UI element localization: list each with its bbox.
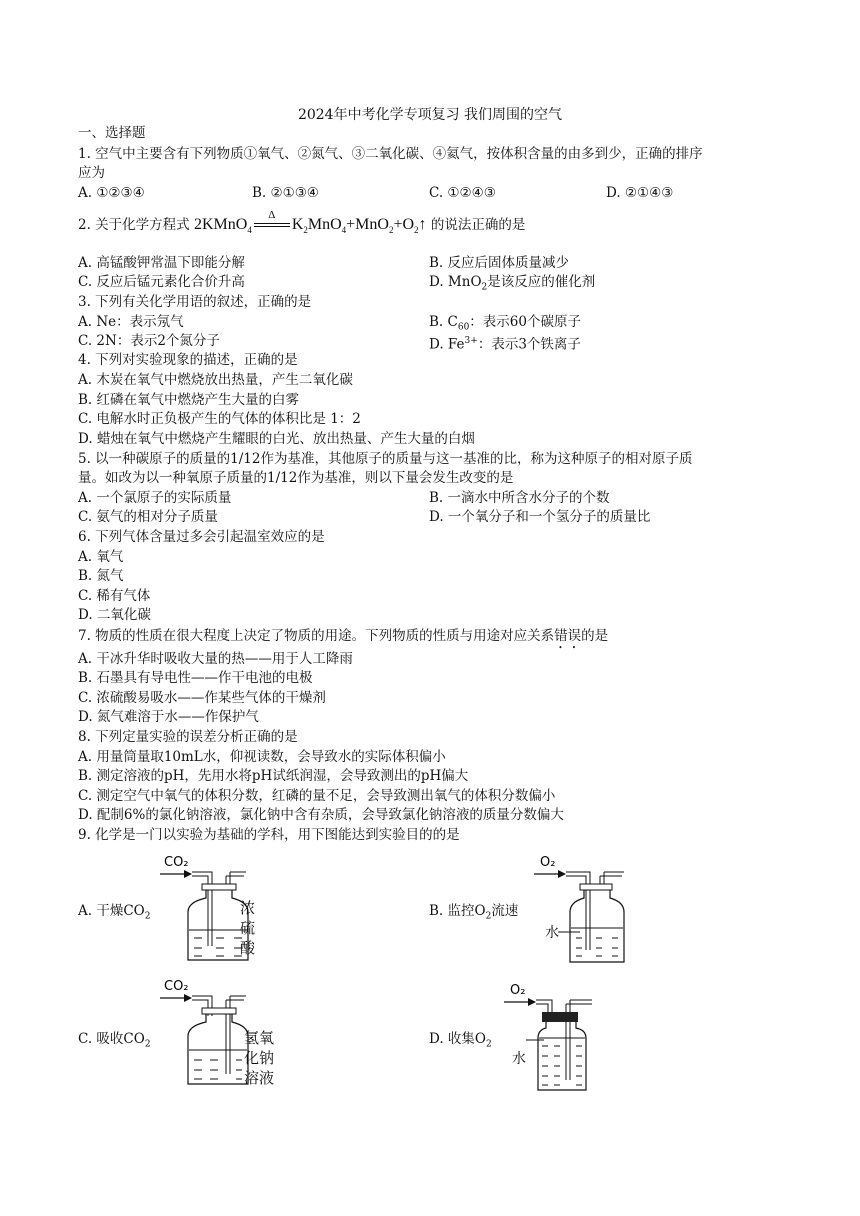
q7-stem-pre: 7. 物质的性质在很大程度上决定了物质的用途。下列物质的性质与用途对应关系 bbox=[78, 628, 555, 644]
figure-a-label-line: 浓 bbox=[240, 899, 256, 917]
chemical-equation bbox=[193, 209, 427, 236]
q8-option-a[interactable]: A. 用量筒量取10mL水，仰视读数，会导致水的实际体积偏小 bbox=[78, 749, 446, 765]
q6-option-d[interactable]: D. 二氧化碳 bbox=[78, 607, 151, 623]
q8-stem: 8. 下列定量实验的误差分析正确的是 bbox=[78, 729, 298, 745]
q9-option-d[interactable] bbox=[429, 1030, 492, 1054]
q5-option-b[interactable]: B. 一滴水中所含水分子的个数 bbox=[429, 490, 610, 506]
q4-option-c[interactable]: C. 电解水时正负极产生的气体的体积比是 1：2 bbox=[78, 411, 361, 427]
figure-a-gas-label: CO₂ bbox=[164, 855, 189, 870]
q2-option-c[interactable]: C. 反应后锰元素化合价升高 bbox=[78, 274, 245, 290]
figure-b-water-label: 水 bbox=[545, 925, 559, 941]
q3-option-a[interactable]: A. Ne：表示氖气 bbox=[78, 314, 184, 330]
q1-stem-cont: 应为 bbox=[78, 165, 105, 181]
figure-c-label-line: 化钠 bbox=[244, 1049, 275, 1067]
q9-option-a[interactable] bbox=[78, 902, 150, 926]
q9-a-pre: A. 干燥CO bbox=[78, 903, 145, 919]
q2-stem-pre: 2. 关于化学方程式 bbox=[78, 217, 190, 233]
q2-stem bbox=[78, 209, 526, 239]
q9-option-b[interactable] bbox=[429, 902, 518, 926]
q1-option-a[interactable]: A. ①②③④ bbox=[78, 185, 145, 201]
figure-d-water-label: 水 bbox=[512, 1051, 526, 1067]
q3-option-d[interactable] bbox=[429, 332, 581, 354]
q8-option-d[interactable]: D. 配制6%的氯化钠溶液，氯化钠中含有杂质，会导致氯化钠溶液的质量分数偏大 bbox=[78, 807, 564, 823]
q4-option-d[interactable]: D. 蜡烛在氧气中燃烧产生耀眼的白光、放出热量、产生大量的白烟 bbox=[78, 431, 475, 447]
q7-option-b[interactable]: B. 石墨具有导电性——作干电池的电极 bbox=[78, 670, 313, 686]
heat-symbol: Δ bbox=[268, 209, 276, 222]
q7-stem-post: 的是 bbox=[581, 628, 609, 644]
q4-stem: 4. 下列对实验现象的描述，正确的是 bbox=[78, 352, 298, 368]
q3-stem: 3. 下列有关化学用语的叙述，正确的是 bbox=[78, 294, 312, 310]
eq-sub: 2 bbox=[303, 225, 308, 236]
q2-option-b[interactable]: B. 反应后固体质量减少 bbox=[429, 255, 570, 271]
q6-option-a[interactable]: A. 氧气 bbox=[78, 549, 124, 565]
equals-condition bbox=[254, 209, 290, 232]
figure-c-label-line: 溶液 bbox=[244, 1069, 275, 1087]
q5-option-c[interactable]: C. 氨气的相对分子质量 bbox=[78, 509, 218, 525]
eq-reactant: 2KMnO bbox=[193, 216, 248, 233]
q2-d-pre: D. MnO bbox=[429, 274, 482, 290]
q7-option-d[interactable]: D. 氮气难溶于水——作保护气 bbox=[78, 709, 259, 725]
q5-stem-cont: 量。如改为以一种氧原子质量的1/12作为基准，则以下量会发生改变的是 bbox=[78, 470, 514, 486]
q7-option-c[interactable]: C. 浓硫酸易吸水——作某些气体的干燥剂 bbox=[78, 690, 326, 706]
eq-mno: MnO bbox=[307, 216, 342, 233]
q3-d-pre: D. Fe bbox=[429, 336, 465, 353]
q7-option-a[interactable]: A. 干冰升华时吸收大量的热——用于人工降雨 bbox=[78, 651, 353, 667]
q9-d-sub: 2 bbox=[486, 1039, 492, 1050]
q1-stem: 1. 空气中主要含有下列物质①氧气、②氮气、③二氧化碳、④氦气，按体积含量的由多到少，正确的排序 bbox=[78, 146, 703, 162]
figure-a-gas-washing-bottle bbox=[156, 852, 276, 970]
figure-b-gas-label: O₂ bbox=[540, 855, 556, 870]
eq-sub: 4 bbox=[341, 225, 347, 236]
q5-option-d[interactable]: D. 一个氧分子和一个氢分子的质量比 bbox=[429, 509, 651, 525]
q9-b-sub: 2 bbox=[485, 911, 492, 922]
q2-option-d[interactable] bbox=[429, 273, 595, 297]
figure-c-gas-label: CO₂ bbox=[164, 979, 189, 994]
q9-a-sub: 2 bbox=[144, 911, 151, 922]
q9-b-pre: B. 监控O bbox=[429, 903, 486, 919]
q3-b-sub: 60 bbox=[457, 322, 470, 333]
q7-stem bbox=[78, 627, 608, 652]
section-heading: 一、选择题 bbox=[78, 125, 146, 141]
q4-option-a[interactable]: A. 木炭在氧气中燃烧放出热量，产生二氧化碳 bbox=[78, 372, 353, 388]
figure-a-reagent-label bbox=[240, 898, 255, 958]
page-title: 2024年中考化学专项复习 我们周围的空气 bbox=[297, 107, 563, 123]
q2-d-post: 是该反应的催化剂 bbox=[487, 274, 596, 290]
q1-option-d[interactable]: D. ②①④③ bbox=[606, 185, 674, 201]
q3-option-c[interactable]: C. 2N：表示2个氮分子 bbox=[78, 333, 220, 349]
q3-b-post: ：表示60个碳原子 bbox=[469, 314, 581, 330]
q3-d-sup: 3+ bbox=[464, 336, 478, 346]
figure-a-label-line: 硫 bbox=[240, 919, 256, 937]
q5-stem: 5. 以一种碳原子的质量的1/12作为基准，其他原子的质量与这一基准的比，称为这种原子的相对原子质 bbox=[78, 451, 693, 467]
q6-option-b[interactable]: B. 氮气 bbox=[78, 568, 124, 584]
eq-sub: 2 bbox=[388, 225, 394, 236]
q9-option-c[interactable] bbox=[78, 1030, 151, 1054]
figure-d-collection-bottle bbox=[500, 980, 610, 1096]
q2-d-sub: 2 bbox=[481, 282, 488, 293]
gas-arrow: ↑ bbox=[418, 216, 427, 233]
q9-c-pre: C. 吸收CO bbox=[78, 1031, 145, 1047]
q4-option-b[interactable]: B. 红磷在氧气中燃烧产生大量的白雾 bbox=[78, 392, 300, 408]
q1-option-b[interactable]: B. ②①③④ bbox=[252, 185, 319, 201]
q2-stem-post: 的说法正确的是 bbox=[430, 217, 526, 233]
figure-a-label-line: 酸 bbox=[240, 939, 256, 957]
q9-stem: 9. 化学是一门以实验为基础的学科，用下图能达到实验目的的是 bbox=[78, 827, 460, 843]
q3-d-post: ：表示3个铁离子 bbox=[477, 336, 581, 353]
q9-c-sub: 2 bbox=[144, 1039, 151, 1050]
q1-option-c[interactable]: C. ①②④③ bbox=[429, 185, 496, 201]
eq-sub: 4 bbox=[247, 225, 252, 236]
eq-sub: 2 bbox=[414, 225, 419, 236]
eq-mno2: +MnO bbox=[346, 216, 389, 233]
q6-stem: 6. 下列气体含量过多会引起温室效应的是 bbox=[78, 529, 325, 545]
q8-option-c[interactable]: C. 测定空气中氧气的体积分数，红磷的量不足，会导致测出氧气的体积分数偏小 bbox=[78, 788, 556, 804]
eq-o2: +O bbox=[393, 216, 415, 233]
q6-option-c[interactable]: C. 稀有气体 bbox=[78, 588, 151, 604]
q5-option-a[interactable]: A. 一个氯原子的实际质量 bbox=[78, 490, 232, 506]
figure-d-gas-label: O₂ bbox=[510, 983, 526, 998]
q7-stem-emphasis: 错误 bbox=[554, 628, 582, 644]
eq-k: K bbox=[291, 216, 304, 233]
figure-c-label-line: 氢氧 bbox=[244, 1029, 275, 1047]
q8-option-b[interactable]: B. 测定溶液的pH，先用水将pH试纸润湿，会导致测出的pH偏大 bbox=[78, 768, 469, 784]
figure-c-reagent-label bbox=[244, 1028, 274, 1088]
q3-b-pre: B. C bbox=[429, 314, 458, 330]
q9-b-post: 流速 bbox=[491, 903, 519, 919]
q2-option-a[interactable]: A. 高锰酸钾常温下即能分解 bbox=[78, 255, 245, 271]
figure-b-gas-washing-bottle bbox=[530, 852, 630, 970]
q9-d-pre: D. 收集O bbox=[429, 1031, 486, 1047]
